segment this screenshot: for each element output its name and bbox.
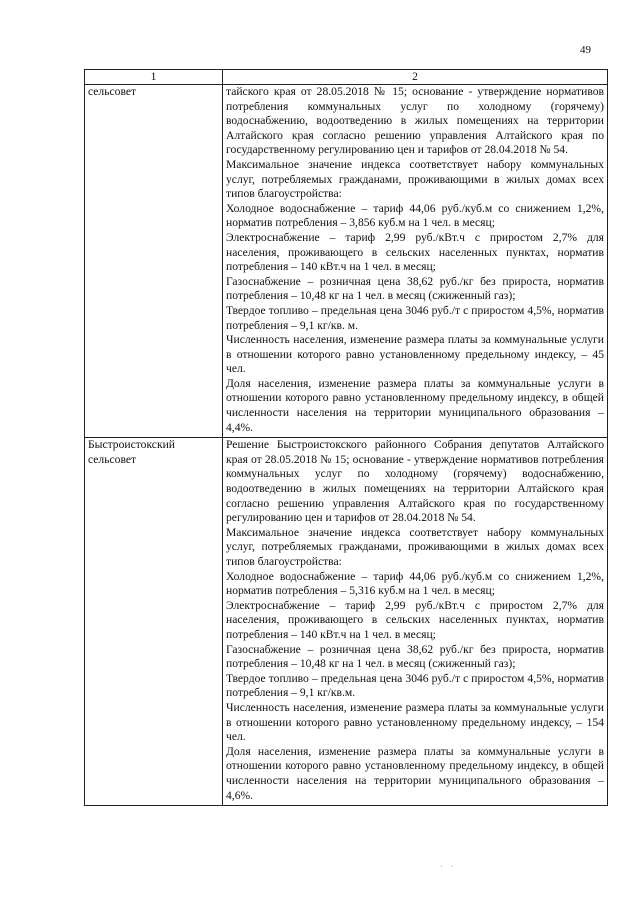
gas-paragraph: Газоснабжение – розничная цена 38,62 руб./кг без прироста, норматив потребления – 10,48 кг на 1 чел. в месяц (сжиженный газ); [226, 642, 604, 671]
population-count-paragraph: Численность населения, изменение размера платы за коммунальные услуги в отношении которого равно установленному предельному индексу, – 154 чел. [226, 700, 604, 744]
municipality-name-cell [85, 85, 223, 438]
scan-noise: · · [440, 862, 457, 871]
max-index-paragraph: Максимальное значение индекса соответствует набору коммунальных услуг, потребляемых гражданами, проживающими в жилых домах всех типов благоустройства: [226, 157, 604, 201]
page-number: 49 [580, 44, 591, 56]
population-share-paragraph: Доля населения, изменение размера платы за коммунальные услуги в отношении которого равно установленному предельному индексу, в общей численности населения на территории муниципального образования – 4,6%. [226, 744, 604, 802]
population-count-paragraph: Численность населения, изменение размера платы за коммунальные услуги в отношении которого равно установленному предельному индексу, – 45 чел. [226, 333, 604, 376]
description-cell [223, 85, 608, 438]
municipality-name: сельсовет [88, 85, 137, 98]
column-header-1: 1 [85, 70, 223, 85]
legal-basis-paragraph: тайского края от 28.05.2018 № 15; основание - утверждение нормативов потребления коммунальных услуг по холодному (горячему) водоснабжению, водоотведению в жилых помещениях на территории Алтайского края согласно решению управления Алтайского края по государственному регулированию цен и тарифов от 28.04.2018 № 54. [226, 85, 604, 157]
electricity-paragraph: Электроснабжение – тариф 2,99 руб./кВт.ч с приростом 2,7% для населения, проживающего в сельских населенных пунктах, норматив потребления – 140 кВт.ч на 1 чел. в месяц; [226, 598, 604, 641]
solid-fuel-paragraph: Твердое топливо – предельная цена 3046 руб./т с приростом 4,5%, норматив потребления – 9,1 кг/кв. м. [226, 303, 604, 332]
cold-water-paragraph: Холодное водоснабжение – тариф 44,06 руб./куб.м со снижением 1,2%, норматив потребления – 5,316 куб.м на 1 чел. в месяц; [226, 569, 604, 598]
gas-paragraph: Газоснабжение – розничная цена 38,62 руб./кг без прироста, норматив потребления – 10,48 кг на 1 чел. в месяц (сжиженный газ); [226, 274, 604, 303]
municipality-name: Быстроистокский сельсовет [88, 438, 175, 466]
table-row [85, 438, 608, 806]
column-header-2: 2 [223, 70, 608, 85]
population-share-paragraph: Доля населения, изменение размера платы за коммунальные услуги в отношении которого равно установленному предельному индексу, в общей численности населения на территории муниципального образования – 4,4%. [226, 376, 604, 434]
solid-fuel-paragraph: Твердое топливо – предельная цена 3046 руб./т с приростом 4,5%, норматив потребления – 9,1 кг/кв.м. [226, 671, 604, 700]
cold-water-paragraph: Холодное водоснабжение – тариф 44,06 руб./куб.м со снижением 1,2%, норматив потребления – 3,856 куб.м на 1 чел. в месяц; [226, 201, 604, 230]
table-header-row [85, 70, 608, 85]
legal-basis-paragraph: Решение Быстроистокского районного Собрания депутатов Алтайского края от 28.05.2018 № 15; основание - утверждение нормативов потребления коммунальных услуг по холодному (горячему) водоснабжению, водоотведению в жилых помещениях на территории Алтайского края согласно решению управления Алтайского края по государственному регулированию цен и тарифов от 28.04.2018 № 54. [226, 438, 604, 525]
municipality-tariff-table [84, 69, 608, 806]
electricity-paragraph: Электроснабжение – тариф 2,99 руб./кВт.ч с приростом 2,7% для населения, проживающего в сельских населенных пунктах, норматив потребления – 140 кВт.ч на 1 чел. в месяц; [226, 230, 604, 274]
table-row [85, 85, 608, 438]
max-index-paragraph: Максимальное значение индекса соответствует набору коммунальных услуг, потребляемых гражданами, проживающими в жилых домах всех типов благоустройства: [226, 525, 604, 568]
municipality-name-cell [85, 438, 223, 806]
description-cell [223, 438, 608, 806]
